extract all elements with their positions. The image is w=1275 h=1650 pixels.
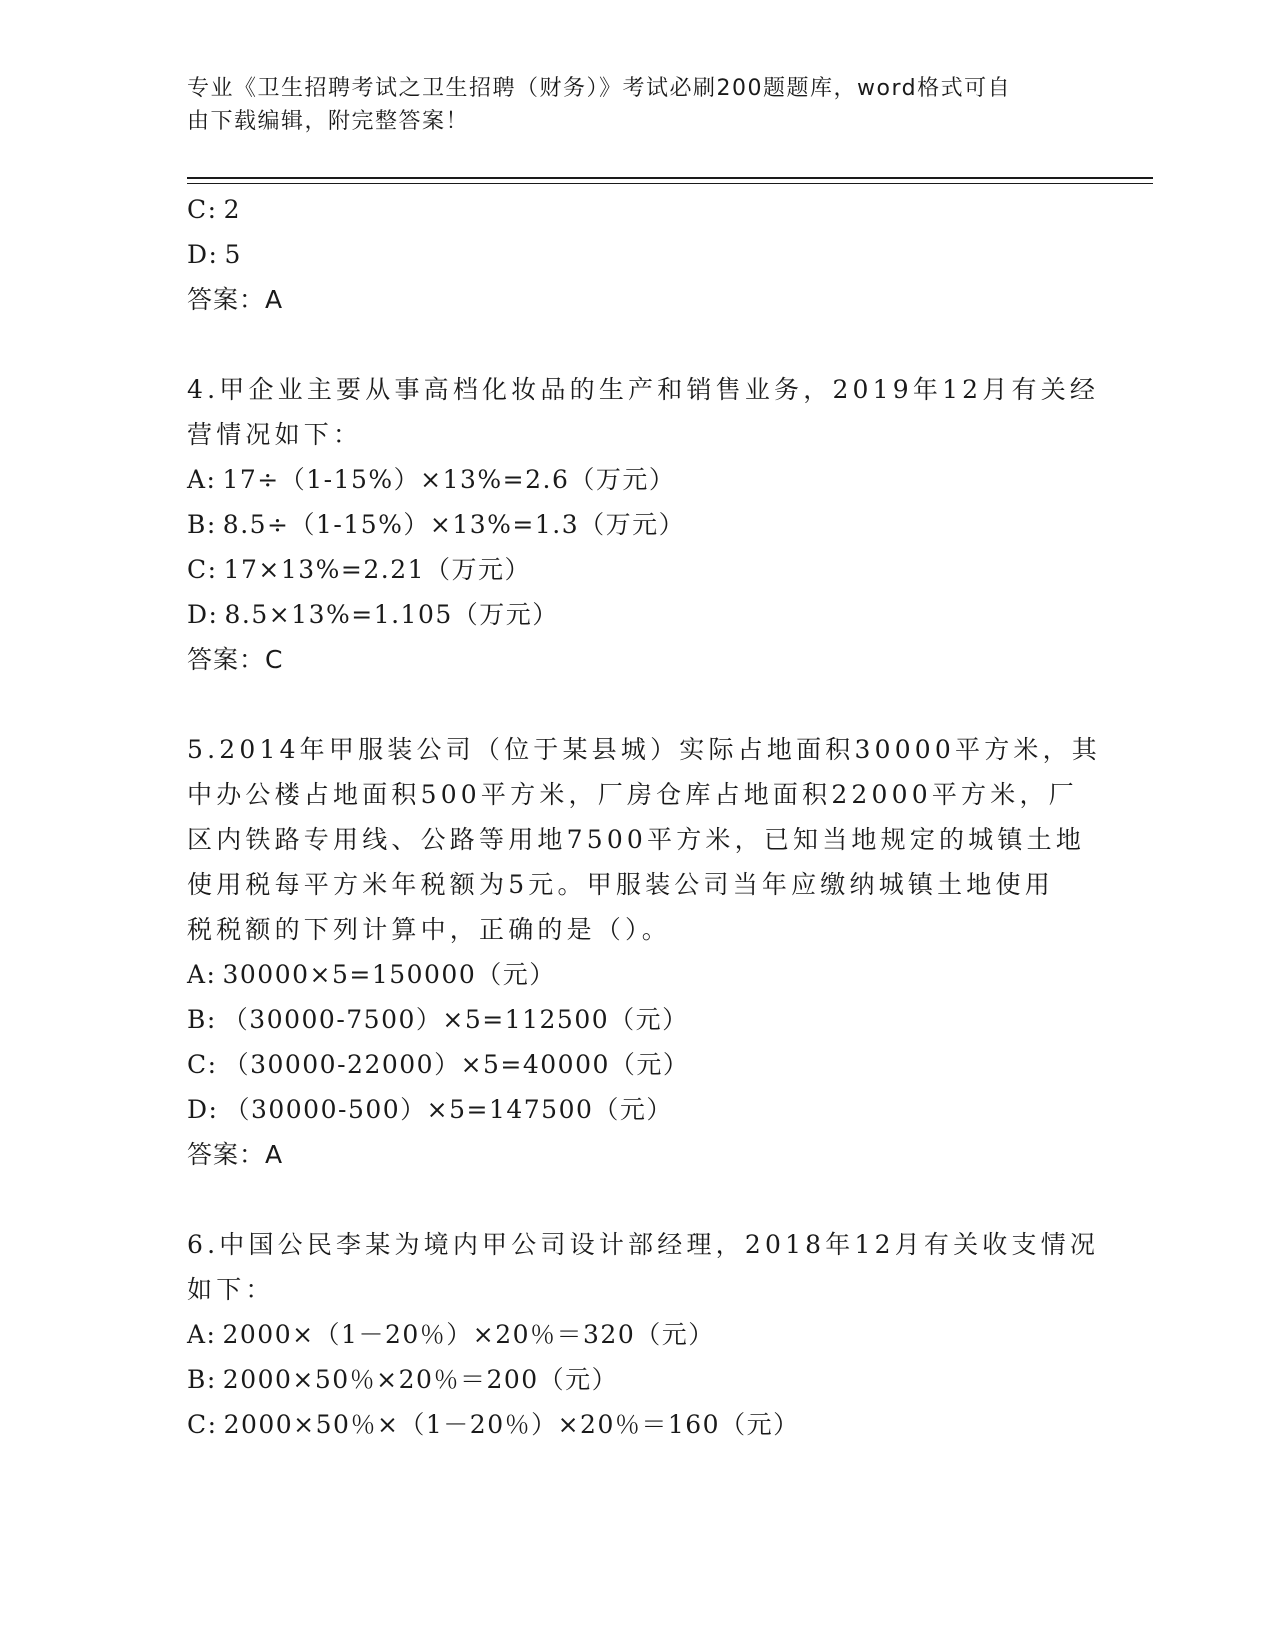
question-5-line-5: 税税额的下列计算中，正确的是（）。 <box>187 915 671 944</box>
question-4-line-2: 营情况如下： <box>187 420 363 449</box>
option-text: 30000×5=150000（元） <box>222 960 556 989</box>
question-6-line-1: 6.中国公民李某为境内甲公司设计部经理，2018年12月有关收支情况 <box>187 1230 1100 1259</box>
option-line <box>187 600 559 630</box>
question-6-line-2: 如下： <box>187 1275 275 1304</box>
question-5-line-3: 区内铁路专用线、公路等用地7500平方米，已知当地规定的城镇土地 <box>187 825 1086 854</box>
option-text: （30000-500）×5=147500（元） <box>224 1095 673 1124</box>
option-line <box>187 465 675 495</box>
option-line <box>187 1410 800 1440</box>
option-label: D: <box>187 240 219 269</box>
option-label: D: <box>187 600 219 629</box>
option-label: B: <box>187 1365 217 1394</box>
header-line-1: 专业《卫生招聘考试之卫生招聘（财务）》考试必刷200题题库，word格式可自 <box>187 76 1012 101</box>
option-text: （30000-7500）×5=112500（元） <box>222 1005 689 1034</box>
option-label: B: <box>187 510 217 539</box>
option-text: （30000-22000）×5=40000（元） <box>223 1050 690 1079</box>
document-header <box>187 72 1077 138</box>
option-text: 2000×50％×（1－20％）×20％＝160（元） <box>223 1410 800 1439</box>
question-5-line-2: 中办公楼占地面积500平方米，厂房仓库占地面积22000平方米，厂 <box>187 780 1078 809</box>
option-line <box>187 510 685 540</box>
option-line <box>187 960 556 990</box>
option-line <box>187 240 242 270</box>
option-label: C: <box>187 555 218 584</box>
question-5-line-4: 使用税每平方米年税额为5元。甲服装公司当年应缴纳城镇土地使用 <box>187 870 1054 899</box>
answer-line: 答案：A <box>187 1140 284 1169</box>
option-text: 5 <box>224 240 242 269</box>
option-label: B: <box>187 1005 217 1034</box>
option-line <box>187 1095 673 1125</box>
option-text: 8.5×13%=1.105（万元） <box>224 600 559 629</box>
option-label: D: <box>187 1095 219 1124</box>
question-4-line-1: 4.甲企业主要从事高档化妆品的生产和销售业务，2019年12月有关经 <box>187 375 1100 404</box>
option-text: 2000×50％×20％＝200（元） <box>222 1365 619 1394</box>
header-rule-thick <box>187 177 1153 179</box>
answer-line: 答案：A <box>187 285 284 314</box>
option-label: A: <box>187 1320 217 1349</box>
option-label: C: <box>187 195 218 224</box>
option-text: 2000×（1－20％）×20％＝320（元） <box>222 1320 715 1349</box>
option-line <box>187 1005 689 1035</box>
question-5-line-1: 5.2014年甲服装公司（位于某县城）实际占地面积30000平方米，其 <box>187 735 1102 764</box>
option-label: A: <box>187 960 217 989</box>
option-line <box>187 1050 689 1080</box>
option-label: A: <box>187 465 217 494</box>
option-text: 8.5÷（1-15%）×13%=1.3（万元） <box>222 510 686 539</box>
option-label: C: <box>187 1050 218 1079</box>
header-rule-thin <box>187 183 1153 184</box>
header-line-2: 由下载编辑，附完整答案！ <box>187 109 470 134</box>
option-text: 17×13%=2.21（万元） <box>223 555 531 584</box>
option-text: 17÷（1-15%）×13%=2.6（万元） <box>222 465 676 494</box>
option-line <box>187 195 241 225</box>
option-label: C: <box>187 1410 218 1439</box>
option-text: 2 <box>223 195 241 224</box>
answer-line: 答案：C <box>187 645 284 674</box>
option-line <box>187 1365 618 1395</box>
option-line <box>187 555 531 585</box>
option-line <box>187 1320 715 1350</box>
